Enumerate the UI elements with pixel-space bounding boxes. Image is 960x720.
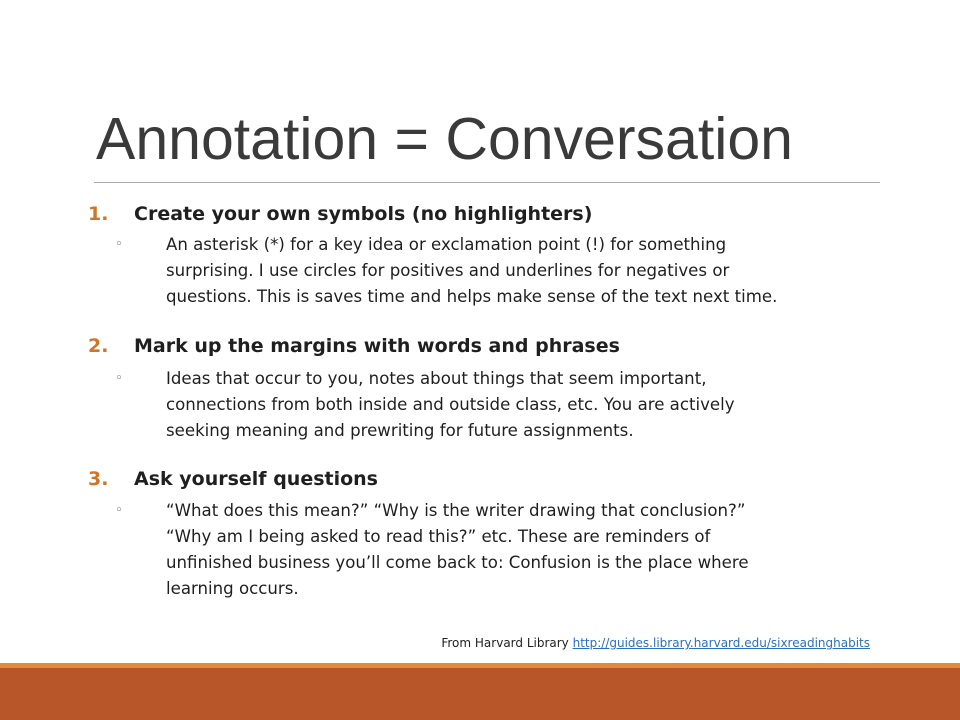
footer-band [0,668,960,720]
description-line: connections from both inside and outside class, etc. You are actively [166,395,735,414]
item-number: 3. [88,468,109,490]
item-number: 2. [88,335,109,357]
source-link[interactable]: http://guides.library.harvard.edu/sixreadinghabits [572,636,870,650]
slide-title: Annotation = Conversation [96,106,793,172]
description-line: “What does this mean?” “Why is the writer drawing that conclusion?” [166,501,746,520]
sub-bullet-icon: ◦ [115,503,123,518]
sub-bullet-icon: ◦ [115,237,123,252]
item-description [166,366,882,444]
description-line: questions. This is saves time and helps make sense of the text next time. [166,287,778,306]
description-line: surprising. I use circles for positives and underlines for negatives or [166,261,730,280]
item-heading: Mark up the margins with words and phrases [134,335,620,357]
description-line: An asterisk (*) for a key idea or exclamation point (!) for something [166,235,727,254]
description-line: unfinished business you’ll come back to: Confusion is the place where [166,553,749,572]
source-prefix: From Harvard Library [441,636,573,650]
title-divider [94,182,880,183]
sub-bullet-icon: ◦ [115,371,123,386]
item-description [166,232,882,310]
item-description [166,498,882,602]
item-number: 1. [88,203,109,225]
description-line: learning occurs. [166,579,299,598]
source-credit [441,634,870,652]
description-line: Ideas that occur to you, notes about things that seem important, [166,369,707,388]
description-line: seeking meaning and prewriting for future assignments. [166,421,634,440]
item-heading: Create your own symbols (no highlighters) [134,203,593,225]
item-heading: Ask yourself questions [134,468,378,490]
description-line: “Why am I being asked to read this?” etc. These are reminders of [166,527,711,546]
